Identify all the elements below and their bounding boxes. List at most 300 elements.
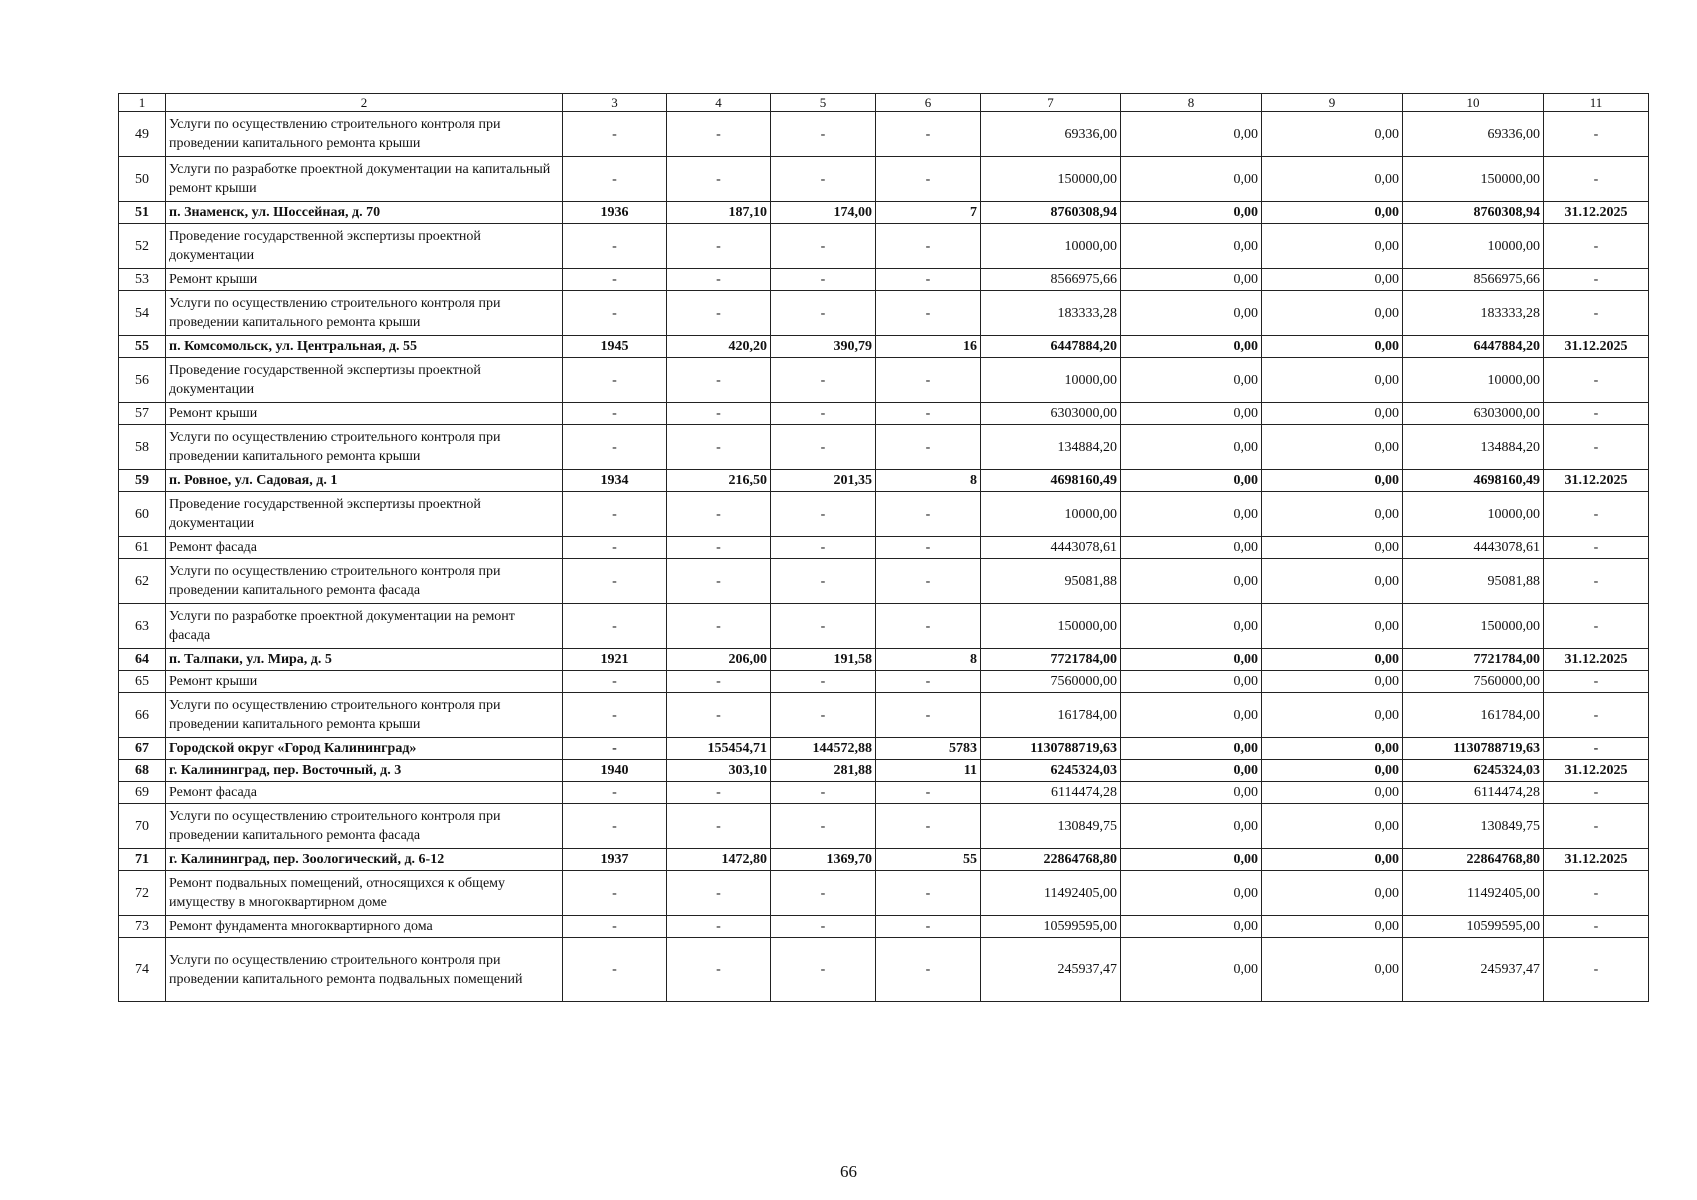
cell-description: Услуги по разработке проектной документации на ремонт фасада	[166, 604, 563, 649]
cell-budget-funds: 0,00	[1262, 738, 1403, 760]
table-row	[119, 112, 1649, 157]
cell-build-year: -	[563, 269, 667, 291]
cell-fund-support: 0,00	[1121, 804, 1262, 849]
cell-description: Услуги по осуществлению строительного контроля при проведении капитального ремонта крыши	[166, 112, 563, 157]
cell-row-number: 60	[119, 492, 166, 537]
cell-total-area: -	[667, 671, 771, 693]
cell-total-cost: 130849,75	[981, 804, 1121, 849]
cell-total-area: -	[667, 871, 771, 916]
cell-description: Услуги по осуществлению строительного контроля при проведении капитального ремонта крыши	[166, 425, 563, 470]
table-row	[119, 782, 1649, 804]
cell-total-cost: 69336,00	[981, 112, 1121, 157]
cell-owners-funds: 6447884,20	[1403, 336, 1544, 358]
cell-residents: 7	[876, 202, 981, 224]
cell-description: п. Комсомольск, ул. Центральная, д. 55	[166, 336, 563, 358]
cell-residents: -	[876, 537, 981, 559]
cell-owners-funds: 245937,47	[1403, 938, 1544, 1002]
cell-budget-funds: 0,00	[1262, 425, 1403, 470]
cell-completion-date: -	[1544, 492, 1649, 537]
cell-row-number: 72	[119, 871, 166, 916]
table-row	[119, 871, 1649, 916]
cell-build-year: 1937	[563, 849, 667, 871]
cell-living-area: -	[771, 492, 876, 537]
cell-description: Услуги по осуществлению строительного контроля при проведении капитального ремонта подвальных помещений	[166, 938, 563, 1002]
cell-residents: -	[876, 604, 981, 649]
cell-residents: -	[876, 871, 981, 916]
cell-owners-funds: 10000,00	[1403, 358, 1544, 403]
cell-row-number: 70	[119, 804, 166, 849]
cell-row-number: 64	[119, 649, 166, 671]
cell-residents: 8	[876, 649, 981, 671]
cell-fund-support: 0,00	[1121, 537, 1262, 559]
cell-residents: 55	[876, 849, 981, 871]
cell-description: п. Знаменск, ул. Шоссейная, д. 70	[166, 202, 563, 224]
cell-residents: -	[876, 224, 981, 269]
column-number-4: 4	[667, 94, 771, 112]
cell-row-number: 51	[119, 202, 166, 224]
cell-total-cost: 134884,20	[981, 425, 1121, 470]
cell-fund-support: 0,00	[1121, 112, 1262, 157]
table-row	[119, 291, 1649, 336]
column-number-7: 7	[981, 94, 1121, 112]
column-number-10: 10	[1403, 94, 1544, 112]
cell-row-number: 69	[119, 782, 166, 804]
cell-build-year: -	[563, 537, 667, 559]
cell-fund-support: 0,00	[1121, 202, 1262, 224]
cell-total-area: 216,50	[667, 470, 771, 492]
cell-fund-support: 0,00	[1121, 269, 1262, 291]
cell-total-area: -	[667, 224, 771, 269]
cell-fund-support: 0,00	[1121, 849, 1262, 871]
cell-living-area: 191,58	[771, 649, 876, 671]
cell-build-year: -	[563, 224, 667, 269]
cell-build-year: -	[563, 693, 667, 738]
cell-living-area: -	[771, 291, 876, 336]
cell-total-area: -	[667, 157, 771, 202]
cell-build-year: -	[563, 938, 667, 1002]
cell-total-cost: 4443078,61	[981, 537, 1121, 559]
cell-row-number: 74	[119, 938, 166, 1002]
cell-residents: 5783	[876, 738, 981, 760]
cell-total-area: -	[667, 559, 771, 604]
cell-budget-funds: 0,00	[1262, 202, 1403, 224]
cell-budget-funds: 0,00	[1262, 782, 1403, 804]
cell-row-number: 67	[119, 738, 166, 760]
cell-living-area: -	[771, 157, 876, 202]
cell-description: Услуги по осуществлению строительного контроля при проведении капитального ремонта крыши	[166, 291, 563, 336]
cell-owners-funds: 10000,00	[1403, 224, 1544, 269]
cell-description: Ремонт крыши	[166, 403, 563, 425]
cell-build-year: -	[563, 871, 667, 916]
page-number: 66	[840, 1162, 857, 1181]
cell-owners-funds: 1130788719,63	[1403, 738, 1544, 760]
cell-completion-date: -	[1544, 224, 1649, 269]
cell-living-area: -	[771, 693, 876, 738]
column-number-11: 11	[1544, 94, 1649, 112]
table-row	[119, 559, 1649, 604]
cell-owners-funds: 10599595,00	[1403, 916, 1544, 938]
cell-living-area: 1369,70	[771, 849, 876, 871]
table-row	[119, 425, 1649, 470]
column-number-row	[119, 94, 1649, 112]
cell-description: Услуги по осуществлению строительного контроля при проведении капитального ремонта крыши	[166, 693, 563, 738]
cell-living-area: -	[771, 671, 876, 693]
cell-description: г. Калининград, пер. Зоологический, д. 6-12	[166, 849, 563, 871]
cell-total-cost: 10000,00	[981, 492, 1121, 537]
table-body	[119, 112, 1649, 1002]
cell-living-area: -	[771, 425, 876, 470]
cell-total-area: 187,10	[667, 202, 771, 224]
cell-total-area: -	[667, 537, 771, 559]
cell-fund-support: 0,00	[1121, 425, 1262, 470]
cell-total-cost: 150000,00	[981, 157, 1121, 202]
column-number-8: 8	[1121, 94, 1262, 112]
cell-row-number: 57	[119, 403, 166, 425]
cell-completion-date: -	[1544, 403, 1649, 425]
cell-total-area: -	[667, 112, 771, 157]
cell-total-area: 206,00	[667, 649, 771, 671]
cell-owners-funds: 6303000,00	[1403, 403, 1544, 425]
cell-total-area: -	[667, 782, 771, 804]
cell-row-number: 53	[119, 269, 166, 291]
cell-residents: -	[876, 804, 981, 849]
repair-schedule-table	[118, 93, 1649, 1002]
cell-fund-support: 0,00	[1121, 782, 1262, 804]
table-row	[119, 470, 1649, 492]
cell-fund-support: 0,00	[1121, 157, 1262, 202]
table-row	[119, 938, 1649, 1002]
cell-total-area: -	[667, 425, 771, 470]
table-row	[119, 916, 1649, 938]
cell-row-number: 52	[119, 224, 166, 269]
cell-fund-support: 0,00	[1121, 693, 1262, 738]
cell-budget-funds: 0,00	[1262, 849, 1403, 871]
cell-budget-funds: 0,00	[1262, 916, 1403, 938]
cell-budget-funds: 0,00	[1262, 693, 1403, 738]
cell-residents: -	[876, 559, 981, 604]
cell-total-area: 1472,80	[667, 849, 771, 871]
cell-row-number: 61	[119, 537, 166, 559]
cell-completion-date: 31.12.2025	[1544, 202, 1649, 224]
cell-total-area: 303,10	[667, 760, 771, 782]
cell-budget-funds: 0,00	[1262, 649, 1403, 671]
cell-row-number: 50	[119, 157, 166, 202]
cell-budget-funds: 0,00	[1262, 559, 1403, 604]
table-row	[119, 649, 1649, 671]
cell-total-cost: 245937,47	[981, 938, 1121, 1002]
cell-completion-date: -	[1544, 559, 1649, 604]
cell-total-cost: 150000,00	[981, 604, 1121, 649]
cell-row-number: 59	[119, 470, 166, 492]
cell-living-area: -	[771, 916, 876, 938]
cell-fund-support: 0,00	[1121, 871, 1262, 916]
cell-residents: -	[876, 938, 981, 1002]
cell-budget-funds: 0,00	[1262, 492, 1403, 537]
cell-budget-funds: 0,00	[1262, 604, 1403, 649]
cell-completion-date: -	[1544, 916, 1649, 938]
cell-fund-support: 0,00	[1121, 336, 1262, 358]
cell-total-cost: 6245324,03	[981, 760, 1121, 782]
cell-budget-funds: 0,00	[1262, 537, 1403, 559]
cell-residents: -	[876, 693, 981, 738]
cell-living-area: 201,35	[771, 470, 876, 492]
cell-completion-date: -	[1544, 604, 1649, 649]
cell-total-cost: 6114474,28	[981, 782, 1121, 804]
cell-total-area: -	[667, 492, 771, 537]
table-row	[119, 693, 1649, 738]
cell-row-number: 63	[119, 604, 166, 649]
cell-row-number: 56	[119, 358, 166, 403]
cell-completion-date: 31.12.2025	[1544, 760, 1649, 782]
cell-owners-funds: 69336,00	[1403, 112, 1544, 157]
cell-description: Услуги по разработке проектной документации на капитальный ремонт крыши	[166, 157, 563, 202]
cell-total-area: -	[667, 804, 771, 849]
cell-fund-support: 0,00	[1121, 291, 1262, 336]
cell-row-number: 66	[119, 693, 166, 738]
cell-living-area: -	[771, 403, 876, 425]
cell-total-cost: 7560000,00	[981, 671, 1121, 693]
cell-living-area: 281,88	[771, 760, 876, 782]
cell-fund-support: 0,00	[1121, 738, 1262, 760]
cell-description: Проведение государственной экспертизы проектной документации	[166, 224, 563, 269]
cell-fund-support: 0,00	[1121, 224, 1262, 269]
column-number-3: 3	[563, 94, 667, 112]
cell-living-area: -	[771, 782, 876, 804]
cell-total-cost: 1130788719,63	[981, 738, 1121, 760]
cell-owners-funds: 8760308,94	[1403, 202, 1544, 224]
cell-fund-support: 0,00	[1121, 604, 1262, 649]
cell-total-cost: 8760308,94	[981, 202, 1121, 224]
cell-row-number: 58	[119, 425, 166, 470]
cell-row-number: 73	[119, 916, 166, 938]
cell-build-year: -	[563, 782, 667, 804]
cell-completion-date: -	[1544, 112, 1649, 157]
cell-residents: -	[876, 916, 981, 938]
cell-living-area: 174,00	[771, 202, 876, 224]
cell-budget-funds: 0,00	[1262, 112, 1403, 157]
cell-completion-date: 31.12.2025	[1544, 470, 1649, 492]
cell-total-area: -	[667, 604, 771, 649]
cell-total-cost: 6303000,00	[981, 403, 1121, 425]
cell-build-year: -	[563, 291, 667, 336]
cell-living-area: -	[771, 559, 876, 604]
cell-residents: -	[876, 425, 981, 470]
cell-completion-date: -	[1544, 537, 1649, 559]
cell-total-cost: 6447884,20	[981, 336, 1121, 358]
cell-completion-date: -	[1544, 782, 1649, 804]
cell-residents: 16	[876, 336, 981, 358]
column-number-1: 1	[119, 94, 166, 112]
cell-residents: -	[876, 782, 981, 804]
cell-residents: -	[876, 492, 981, 537]
cell-residents: 8	[876, 470, 981, 492]
cell-total-cost: 7721784,00	[981, 649, 1121, 671]
cell-row-number: 62	[119, 559, 166, 604]
table-row	[119, 269, 1649, 291]
cell-owners-funds: 4443078,61	[1403, 537, 1544, 559]
cell-living-area: -	[771, 358, 876, 403]
cell-completion-date: -	[1544, 693, 1649, 738]
cell-fund-support: 0,00	[1121, 671, 1262, 693]
cell-residents: -	[876, 269, 981, 291]
cell-total-area: -	[667, 269, 771, 291]
cell-owners-funds: 95081,88	[1403, 559, 1544, 604]
cell-completion-date: -	[1544, 804, 1649, 849]
cell-owners-funds: 7721784,00	[1403, 649, 1544, 671]
cell-row-number: 68	[119, 760, 166, 782]
cell-total-area: -	[667, 916, 771, 938]
cell-budget-funds: 0,00	[1262, 224, 1403, 269]
cell-build-year: -	[563, 804, 667, 849]
cell-budget-funds: 0,00	[1262, 336, 1403, 358]
cell-build-year: -	[563, 112, 667, 157]
cell-living-area: -	[771, 938, 876, 1002]
cell-living-area: -	[771, 112, 876, 157]
table-row	[119, 224, 1649, 269]
cell-build-year: 1945	[563, 336, 667, 358]
cell-description: Услуги по осуществлению строительного контроля при проведении капитального ремонта фасада	[166, 804, 563, 849]
cell-row-number: 55	[119, 336, 166, 358]
cell-total-area: 420,20	[667, 336, 771, 358]
cell-build-year: 1936	[563, 202, 667, 224]
cell-completion-date: 31.12.2025	[1544, 849, 1649, 871]
cell-completion-date: -	[1544, 291, 1649, 336]
cell-description: Ремонт крыши	[166, 269, 563, 291]
column-number-9: 9	[1262, 94, 1403, 112]
table-row	[119, 157, 1649, 202]
cell-residents: -	[876, 671, 981, 693]
cell-fund-support: 0,00	[1121, 403, 1262, 425]
cell-description: п. Талпаки, ул. Мира, д. 5	[166, 649, 563, 671]
cell-owners-funds: 161784,00	[1403, 693, 1544, 738]
cell-residents: -	[876, 157, 981, 202]
cell-budget-funds: 0,00	[1262, 269, 1403, 291]
cell-residents: -	[876, 403, 981, 425]
cell-owners-funds: 11492405,00	[1403, 871, 1544, 916]
cell-row-number: 54	[119, 291, 166, 336]
cell-living-area: -	[771, 871, 876, 916]
table-row	[119, 604, 1649, 649]
table-row	[119, 492, 1649, 537]
cell-total-area: -	[667, 403, 771, 425]
table-row	[119, 849, 1649, 871]
cell-build-year: -	[563, 425, 667, 470]
cell-completion-date: -	[1544, 871, 1649, 916]
cell-residents: -	[876, 112, 981, 157]
table-row	[119, 336, 1649, 358]
column-number-2: 2	[166, 94, 563, 112]
cell-total-area: -	[667, 693, 771, 738]
cell-budget-funds: 0,00	[1262, 760, 1403, 782]
cell-description: Ремонт фасада	[166, 782, 563, 804]
cell-description: Городской округ «Город Калининград»	[166, 738, 563, 760]
cell-budget-funds: 0,00	[1262, 157, 1403, 202]
cell-total-cost: 8566975,66	[981, 269, 1121, 291]
table-row	[119, 738, 1649, 760]
cell-residents: -	[876, 358, 981, 403]
table-row	[119, 537, 1649, 559]
cell-fund-support: 0,00	[1121, 649, 1262, 671]
cell-build-year: -	[563, 738, 667, 760]
cell-fund-support: 0,00	[1121, 760, 1262, 782]
cell-build-year: 1940	[563, 760, 667, 782]
cell-fund-support: 0,00	[1121, 492, 1262, 537]
cell-build-year: -	[563, 604, 667, 649]
cell-owners-funds: 134884,20	[1403, 425, 1544, 470]
cell-completion-date: -	[1544, 738, 1649, 760]
cell-budget-funds: 0,00	[1262, 403, 1403, 425]
cell-description: Проведение государственной экспертизы проектной документации	[166, 492, 563, 537]
cell-budget-funds: 0,00	[1262, 804, 1403, 849]
cell-living-area: 390,79	[771, 336, 876, 358]
table-row	[119, 671, 1649, 693]
column-number-6: 6	[876, 94, 981, 112]
cell-completion-date: -	[1544, 157, 1649, 202]
cell-build-year: 1921	[563, 649, 667, 671]
cell-owners-funds: 7560000,00	[1403, 671, 1544, 693]
cell-completion-date: -	[1544, 938, 1649, 1002]
cell-owners-funds: 8566975,66	[1403, 269, 1544, 291]
cell-total-cost: 11492405,00	[981, 871, 1121, 916]
cell-owners-funds: 130849,75	[1403, 804, 1544, 849]
cell-living-area: -	[771, 804, 876, 849]
cell-owners-funds: 4698160,49	[1403, 470, 1544, 492]
cell-completion-date: 31.12.2025	[1544, 336, 1649, 358]
cell-fund-support: 0,00	[1121, 470, 1262, 492]
cell-owners-funds: 183333,28	[1403, 291, 1544, 336]
cell-build-year: -	[563, 559, 667, 604]
cell-budget-funds: 0,00	[1262, 358, 1403, 403]
table-row	[119, 804, 1649, 849]
cell-total-area: -	[667, 938, 771, 1002]
cell-owners-funds: 150000,00	[1403, 604, 1544, 649]
cell-description: Ремонт фасада	[166, 537, 563, 559]
cell-build-year: -	[563, 916, 667, 938]
cell-build-year: -	[563, 157, 667, 202]
cell-total-cost: 10000,00	[981, 358, 1121, 403]
cell-description: г. Калининград, пер. Восточный, д. 3	[166, 760, 563, 782]
cell-total-area: -	[667, 291, 771, 336]
cell-row-number: 71	[119, 849, 166, 871]
cell-description: п. Ровное, ул. Садовая, д. 1	[166, 470, 563, 492]
cell-completion-date: -	[1544, 425, 1649, 470]
cell-build-year: -	[563, 492, 667, 537]
cell-fund-support: 0,00	[1121, 938, 1262, 1002]
cell-build-year: -	[563, 403, 667, 425]
cell-build-year: -	[563, 358, 667, 403]
cell-owners-funds: 10000,00	[1403, 492, 1544, 537]
cell-total-cost: 10599595,00	[981, 916, 1121, 938]
cell-owners-funds: 150000,00	[1403, 157, 1544, 202]
column-number-5: 5	[771, 94, 876, 112]
cell-total-cost: 10000,00	[981, 224, 1121, 269]
cell-living-area: -	[771, 537, 876, 559]
cell-row-number: 65	[119, 671, 166, 693]
cell-total-cost: 95081,88	[981, 559, 1121, 604]
cell-living-area: -	[771, 269, 876, 291]
cell-description: Проведение государственной экспертизы проектной документации	[166, 358, 563, 403]
cell-budget-funds: 0,00	[1262, 938, 1403, 1002]
cell-completion-date: -	[1544, 671, 1649, 693]
cell-budget-funds: 0,00	[1262, 291, 1403, 336]
cell-total-cost: 4698160,49	[981, 470, 1121, 492]
cell-completion-date: -	[1544, 269, 1649, 291]
cell-total-area: 155454,71	[667, 738, 771, 760]
cell-row-number: 49	[119, 112, 166, 157]
cell-build-year: -	[563, 671, 667, 693]
table-row	[119, 403, 1649, 425]
cell-residents: 11	[876, 760, 981, 782]
